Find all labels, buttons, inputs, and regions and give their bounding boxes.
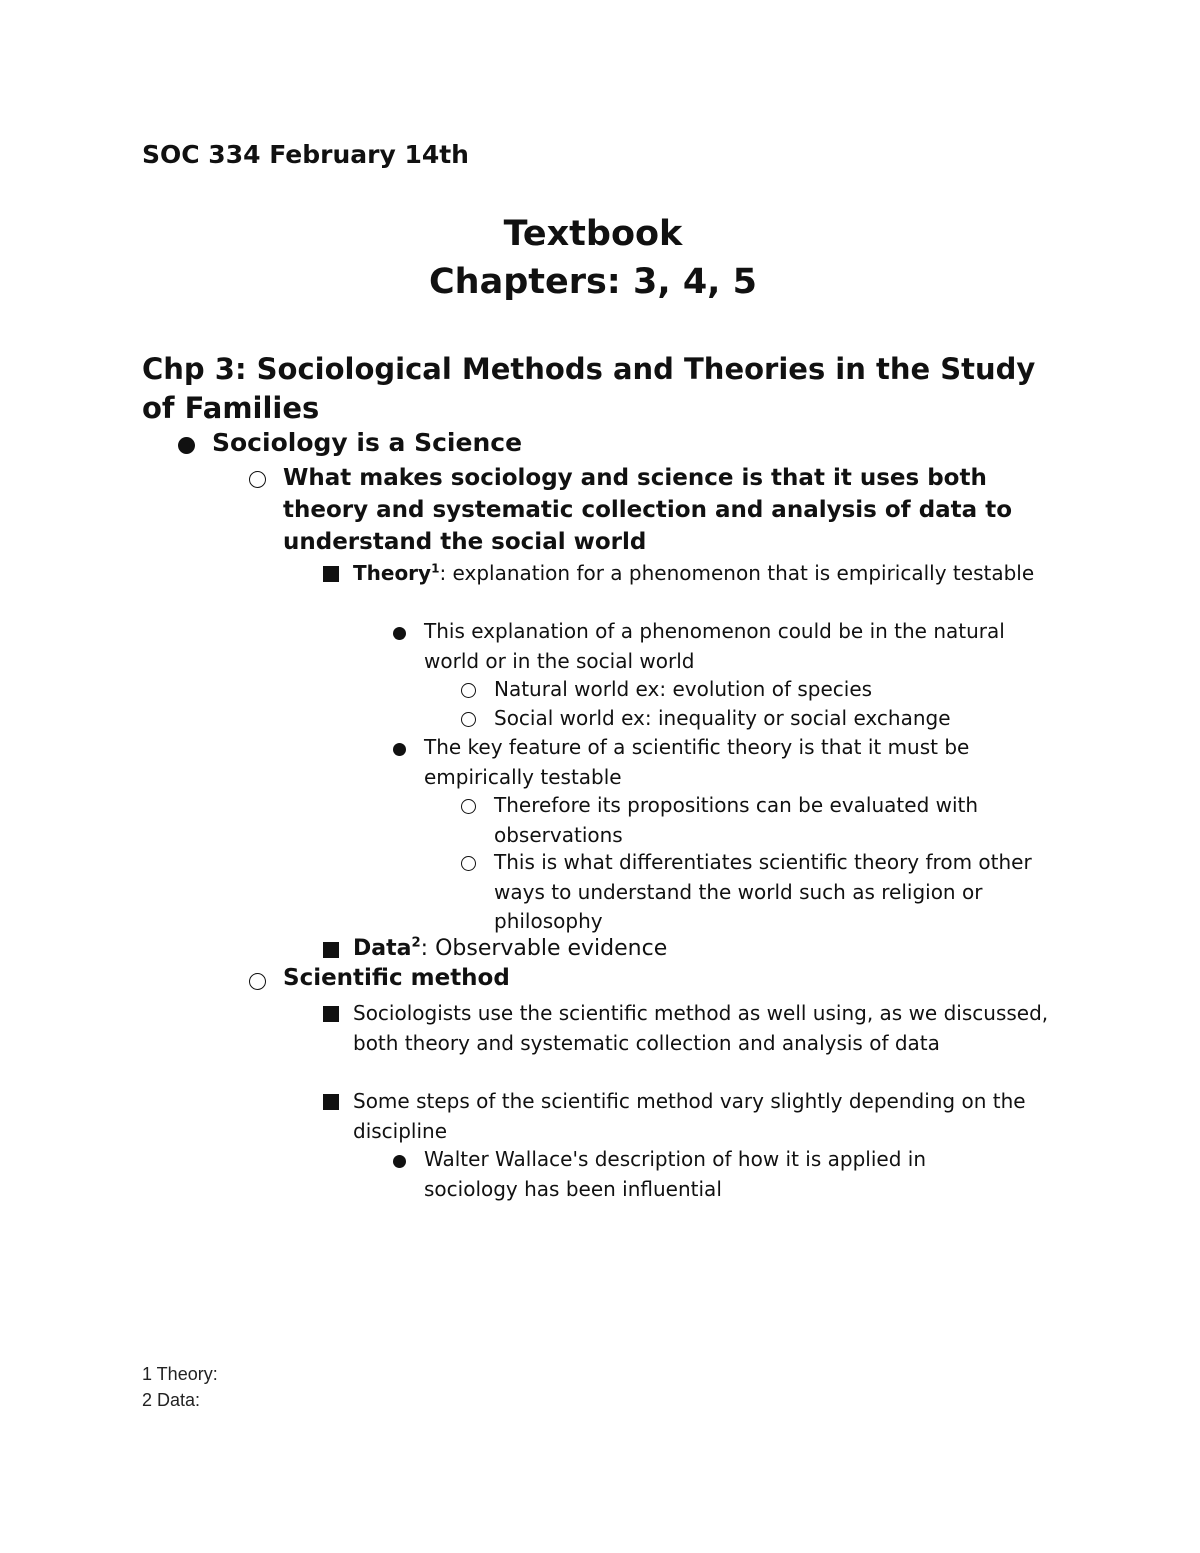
- list-item-some-steps: [353, 1087, 1053, 1146]
- course-date-heading: SOC 334 February 14th: [142, 140, 469, 169]
- list-item-theory: [353, 559, 1053, 589]
- term-data: Data: [353, 936, 412, 961]
- list-item-scientific-method: [283, 964, 1053, 994]
- bullet-ring-icon: [461, 799, 476, 814]
- bullet-ring-icon: [249, 973, 266, 990]
- bullet-ring-icon: [461, 683, 476, 698]
- item-text: The key feature of a scientific theory is that it must be empirically testable: [424, 735, 970, 789]
- list-item-data: [353, 934, 1053, 964]
- list-item-propositions: [494, 791, 1054, 850]
- list-item-differentiates: [494, 848, 1064, 937]
- bullet-dot-icon: [393, 743, 406, 756]
- bullet-ring-icon: [461, 712, 476, 727]
- item-text: Walter Wallace's description of how it is applied in sociology has been influential: [424, 1147, 926, 1201]
- item-text: This explanation of a phenomenon could be in the natural world or in the social world: [424, 619, 1005, 673]
- title-textbook: Textbook: [503, 214, 683, 254]
- theory-definition: : explanation for a phenomenon that is empirically testable: [439, 561, 1035, 585]
- item-text: What makes sociology and science is that it uses both theory and systematic collection and analysis of data to understand the social world: [283, 465, 1012, 555]
- bullet-square-icon: [323, 566, 339, 582]
- data-definition: : Observable evidence: [420, 936, 668, 961]
- item-text: Sociology is a Science: [212, 428, 523, 457]
- list-item-natural-world: [494, 675, 1064, 705]
- bullet-square-icon: [323, 1094, 339, 1110]
- list-item-sociologists-use: [353, 999, 1063, 1058]
- footnote-ref-2: 2: [411, 935, 421, 951]
- bullet-square-icon: [323, 942, 339, 958]
- footnote-2: 2 Data:: [142, 1390, 201, 1410]
- item-text: Sociologists use the scientific method as well using, as we discussed, both theory and systematic collection and analysis of data: [353, 1001, 1049, 1055]
- item-text: [353, 934, 1053, 964]
- footnote-1: 1 Theory:: [142, 1364, 218, 1384]
- bullet-dot-icon: [178, 437, 195, 454]
- item-text: Scientific method: [283, 965, 510, 991]
- bullet-ring-icon: [461, 856, 476, 871]
- item-text: Some steps of the scientific method vary slightly depending on the discipline: [353, 1089, 1026, 1143]
- item-text: Social world ex: inequality or social exchange: [494, 706, 951, 730]
- bullet-dot-icon: [393, 627, 406, 640]
- bullet-square-icon: [323, 1006, 339, 1022]
- list-item-social-world: [494, 704, 1064, 734]
- bullet-ring-icon: [249, 471, 266, 488]
- item-text: Natural world ex: evolution of species: [494, 677, 873, 701]
- list-item-key-feature: [424, 733, 1044, 792]
- list-item-explanation: [424, 617, 1064, 676]
- bullet-dot-icon: [393, 1155, 406, 1168]
- list-item-what-makes: [283, 462, 1053, 558]
- footnote-ref-1: 1: [431, 561, 440, 576]
- item-text: Therefore its propositions can be evaluated with observations: [494, 793, 979, 847]
- item-text: This is what differentiates scientific theory from other ways to understand the world such as religion or philosophy: [494, 850, 1032, 933]
- list-item-sociology-science: [212, 428, 1072, 458]
- list-item-walter-wallace: [424, 1145, 1004, 1204]
- term-theory: Theory: [353, 561, 432, 585]
- title-chapters: Chapters: 3, 4, 5: [428, 262, 758, 302]
- chapter-heading: Chp 3: Sociological Methods and Theories in the Study of Families: [142, 352, 1036, 425]
- item-text: [353, 559, 1053, 589]
